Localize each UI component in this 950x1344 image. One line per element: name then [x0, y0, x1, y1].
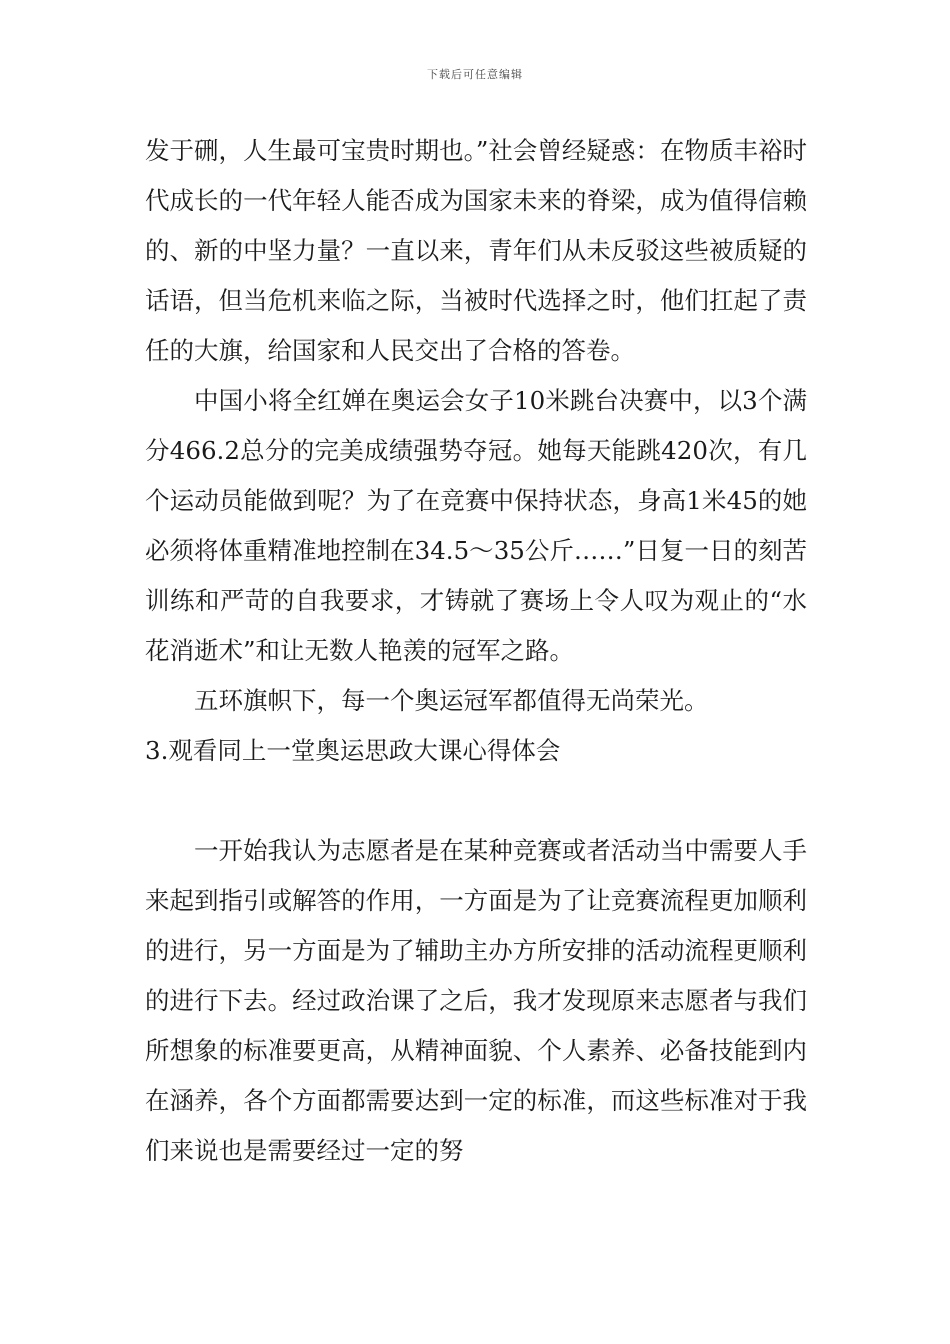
paragraph-3: 五环旗帜下，每一个奥运冠军都值得无尚荣光。 — [194, 686, 709, 715]
paragraph-2: 中国小将全红婵在奥运会女子10米跳台决赛中，以3个满分466.2总分的完美成绩强势夺冠。她每天能跳420次，有几个运动员能做到呢？为了在竞赛中保持状态，身高1米45的她必须将体重精准地控制在34.5～35公斤……”日复一日的刻苦训练和严苛的自我要求，才铸就了赛场上令人叹为观止的“水花消逝术”和让无数人艳羡的冠军之路。 — [145, 386, 807, 665]
blank-line — [145, 776, 807, 826]
paragraph-4: 一开始我认为志愿者是在某种竞赛或者活动当中需要人手来起到指引或解答的作用，一方面是为了让竞赛流程更加顺利的进行，另一方面是为了辅助主办方所安排的活动流程更顺利的进行下去。经过政治课了之后，我才发现原来志愿者与我们所想象的标准要更高，从精神面貌、个人素养、必备技能到内在涵养，各个方面都需要达到一定的标准，而这些标准对于我们来说也是需要经过一定的努 — [145, 836, 807, 1165]
section-heading: 3.观看同上一堂奥运思政大课心得体会 — [145, 736, 561, 765]
page-header: 下载后可任意编辑 — [427, 68, 523, 81]
paragraph-1: 发于硎，人生最可宝贵时期也。”社会曾经疑惑：在物质丰裕时代成长的一代年轻人能否成为国家未来的脊梁，成为值得信赖的、新的中坚力量？一直以来，青年们从未反驳这些被质疑的话语，但当危机来临之际，当被时代选择之时，他们扛起了责任的大旗，给国家和人民交出了合格的答卷。 — [145, 136, 807, 365]
document-body — [145, 126, 807, 1176]
